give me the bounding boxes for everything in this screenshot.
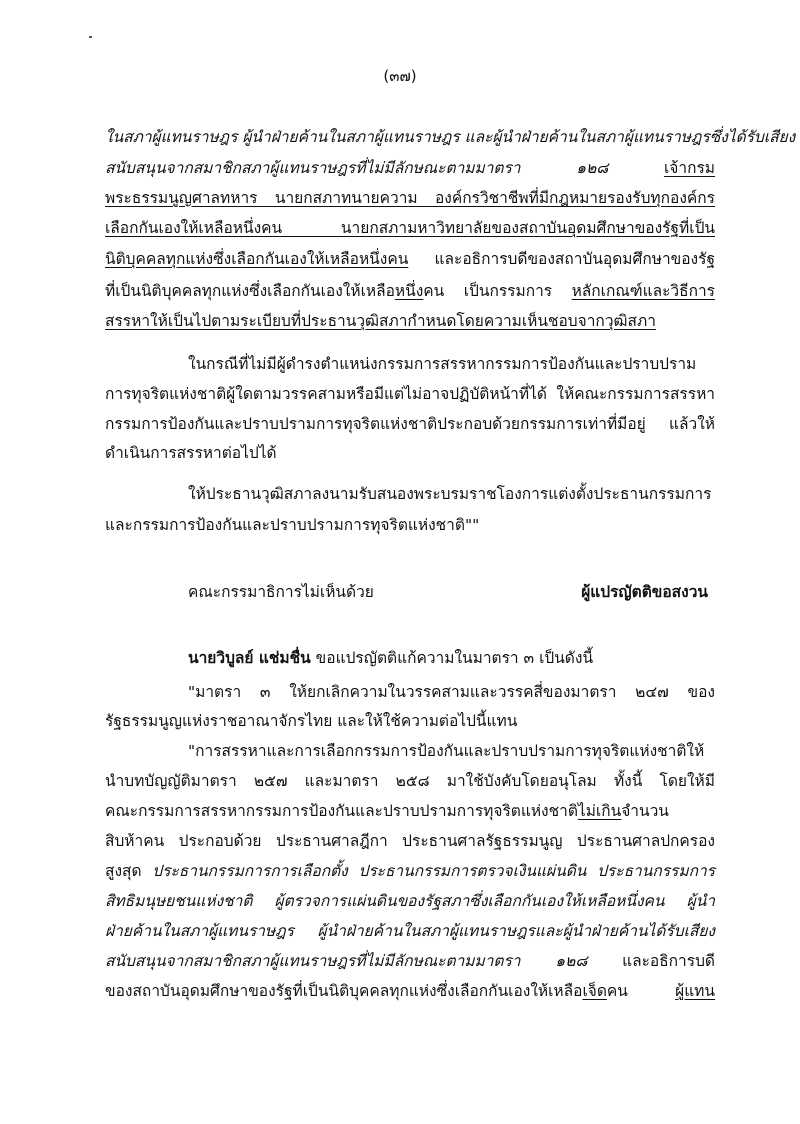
text-line xyxy=(105,829,715,853)
text-run: คน xyxy=(606,982,676,1000)
text-run: สิบห้าคน ประกอบด้วย ประธานศาลฎีกา ประธานศาลรัฐธรรมนูญ ประธานศาลปกครอง xyxy=(105,832,715,850)
text-line: ในกรณีที่ไม่มีผู้ดำรงตำแหน่งกรรมการสรรหากรรมการป้องกันและปราบปราม xyxy=(188,355,697,373)
amendment-intro xyxy=(188,646,715,670)
text-run: "การสรรหาและการเลือกกรรมการป้องกันและปราบปรามการทุจริตแห่งชาติให้ xyxy=(188,742,705,760)
text-run: หลักเกณฑ์และวิธีการ xyxy=(571,282,715,300)
text-line xyxy=(105,156,715,180)
amendment-text: ขอแปรญัตติแก้ความในมาตรา ๓ เป็นดังนี้ xyxy=(310,649,594,667)
text-line: การทุจริตแห่งชาติผู้ใดตามวรรคสามหรือมีแต่ไม่อาจปฏิบัติหน้าที่ได้ ให้คณะกรรมการสรรหา xyxy=(105,385,715,403)
text-run: ประธานกรรมการการเลือกตั้ง ประธานกรรมการตรวจเงินแผ่นดิน ประธานกรรมการ xyxy=(152,862,716,880)
text-run: สูงสุด xyxy=(105,862,153,880)
text-run: ของสถาบันอุดมศึกษาของรัฐที่เป็นนิติบุคคลทุกแห่งซึ่งเลือกกันเองให้เหลือ xyxy=(105,982,583,1000)
text-line: "มาตรา ๓ ให้ยกเลิกความในวรรคสามและวรรคสี่ของมาตรา ๒๔๗ ของ xyxy=(188,683,715,701)
text-run: พระธรรมนูญศาลทหาร นายกสภาทนายความ องค์กรวิชาชีพที่มีกฎหมายรองรับทุกองค์กร xyxy=(105,189,715,207)
text-run: คน เป็นกรรมการ xyxy=(423,282,572,300)
text-run: เจ็ด xyxy=(582,982,607,1000)
text-line xyxy=(105,769,715,793)
text-run: สรรหาให้เป็นไปตามระเบียบที่ประธานวุฒิสภากำหนดโดยความเห็นชอบจากวุฒิสภา xyxy=(105,312,656,330)
text-run: นิติบุคคลทุกแห่งซึ่งเลือกกันเองให้เหลือหนึ่งคน xyxy=(105,250,409,268)
text-run: สนับสนุนจากสมาชิกสภาผู้แทนราษฎรที่ไม่มีลักษณะตามมาตรา ๑๒๘ xyxy=(105,952,623,970)
text-line xyxy=(105,889,715,913)
text-run: ไม่เกิน xyxy=(577,802,622,820)
committee-position: คณะกรรมาธิการไม่เห็นด้วย xyxy=(188,583,374,601)
text-run: ผู้แทน xyxy=(675,982,715,1000)
text-run: และอธิการบดี xyxy=(622,952,715,970)
text-line: และกรรมการป้องกันและปราบปรามการทุจริตแห่งชาติ"" xyxy=(105,516,480,534)
text-line xyxy=(105,799,715,823)
text-line: ให้ประธานวุฒิสภาลงนามรับสนองพระบรมราชโองการแต่งตั้งประธานกรรมการ xyxy=(188,485,712,503)
text-line: ดำเนินการสรรหาต่อไปได้ xyxy=(105,444,277,462)
text-line xyxy=(105,125,796,149)
text-line xyxy=(105,186,715,210)
text-line xyxy=(105,279,715,303)
text-line xyxy=(105,949,715,973)
text-line xyxy=(188,739,715,763)
text-run: คณะกรรมการสรรหากรรมการป้องกันและปราบปรามการทุจริตแห่งชาติ xyxy=(105,802,578,820)
text-run: นำบทบัญญัติมาตรา ๒๕๗ และมาตรา ๒๕๘ มาใช้บังคับโดยอนุโลม ทั้งนี้ โดยให้มี xyxy=(105,772,715,790)
text-line: รัฐธรรมนูญแห่งราชอาณาจักรไทย และให้ใช้ความต่อไปนี้แทน xyxy=(105,712,518,730)
text-line xyxy=(105,979,715,1003)
text-run: ฝ่ายค้านในสภาผู้แทนราษฎร ผู้นำฝ่ายค้านในสภาผู้แทนราษฎรและผู้นำฝ่ายค้านได้รับเสียง xyxy=(105,922,715,940)
text-line xyxy=(105,919,715,943)
text-run: หนึ่ง xyxy=(394,282,424,300)
text-line xyxy=(105,309,715,333)
text-line xyxy=(105,247,715,271)
text-run: เจ้ากรม xyxy=(663,159,715,177)
text-run: สิทธิมนุษยชนแห่งชาติ ผู้ตรวจการแผ่นดินของรัฐสภาซึ่งเลือกกันเองให้เหลือหนึ่งคน ผู้นำ xyxy=(105,892,715,910)
text-line xyxy=(105,216,715,240)
amender-name: นายวิบูลย์ แช่มชื่น xyxy=(188,649,311,667)
text-run: และอธิการบดีของสถาบันอุดมศึกษาของรัฐ xyxy=(408,250,715,268)
scan-speck xyxy=(89,36,92,38)
text-run: ที่เป็นนิติบุคคลทุกแห่งซึ่งเลือกกันเองให้เหลือ xyxy=(105,282,395,300)
text-line: กรรมการป้องกันและปราบปรามการทุจริตแห่งชาติประกอบด้วยกรรมการเท่าที่มีอยู่ แล้วให้ xyxy=(105,415,715,433)
text-run: สนับสนุนจากสมาชิกสภาผู้แทนราษฎรที่ไม่มีลักษณะตามมาตรา ๑๒๘ xyxy=(105,159,664,177)
text-run: จำนวน xyxy=(621,802,669,820)
text-run: ในสภาผู้แทนราษฎร ผู้นำฝ่ายค้านในสภาผู้แทนราษฎร และผู้นำฝ่ายค้านในสภาผู้แทนราษฎรซึ่งได้รับเสียง xyxy=(105,128,796,146)
text-line xyxy=(105,859,715,883)
text-run: เลือกกันเองให้เหลือหนึ่งคน นายกสภามหาวิทยาลัยของสถาบันอุดมศึกษาของรัฐที่เป็น xyxy=(105,219,715,237)
reservation-label: ผู้แปรญัตติขอสงวน xyxy=(581,583,708,601)
page-number: (๓๗) xyxy=(383,67,417,85)
